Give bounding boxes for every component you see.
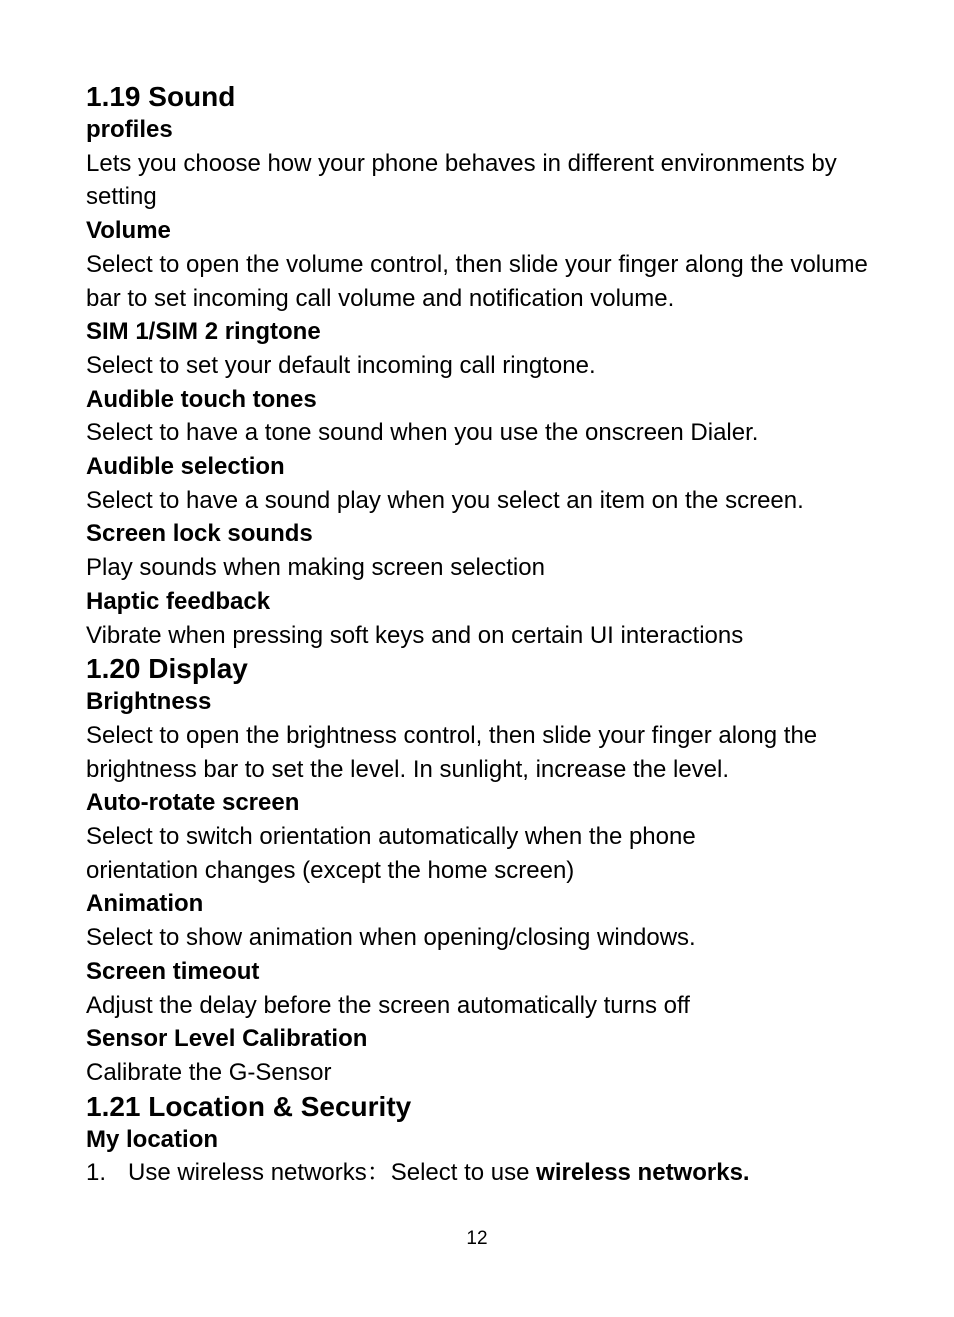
paragraph-audible-selection: Select to have a sound play when you select an item on the screen. [86, 486, 804, 514]
section-title-sound: 1.19 Sound [86, 81, 236, 112]
heading-screen-lock-sounds: Screen lock sounds [86, 520, 313, 548]
paragraph-animation: Select to show animation when opening/closing windows. [86, 924, 696, 952]
paragraph-brightness: Select to open the brightness control, then slide your finger along the brightness bar to set the level. In sunlight, increase the level. [86, 721, 818, 783]
heading-brightness: Brightness [86, 688, 212, 716]
heading-haptic-feedback: Haptic feedback [86, 587, 271, 615]
paragraph-auto-rotate: Select to switch orientation automatically when the phone orientation changes (except the home screen) [86, 823, 696, 884]
list-item-text: Use wireless networks：Select to use [128, 1159, 537, 1187]
section-title-location-security: 1.21 Location & Security [86, 1090, 412, 1122]
paragraph-screen-lock-sounds: Play sounds when making screen selection [86, 554, 545, 582]
heading-sensor-calibration: Sensor Level Calibration [86, 1025, 368, 1053]
paragraph-sensor-calibration: Calibrate the G-Sensor [86, 1058, 332, 1086]
list-item [86, 1156, 886, 1190]
paragraph-ringtone: Select to set your default incoming call ringtone. [86, 351, 596, 379]
heading-my-location: My location [86, 1125, 219, 1153]
page-number: 12 [466, 1228, 488, 1249]
list-item-number: 1. [86, 1159, 107, 1187]
heading-auto-rotate: Auto-rotate screen [86, 789, 300, 817]
heading-volume: Volume [86, 217, 171, 245]
heading-animation: Animation [86, 890, 204, 918]
paragraph-volume: Select to open the volume control, then slide your finger along the volume bar to set incoming call volume and notification volume. [86, 250, 868, 312]
list-item-bold-text: wireless networks. [536, 1159, 750, 1187]
heading-touch-tones: Audible touch tones [86, 385, 317, 413]
paragraph-haptic-feedback: Vibrate when pressing soft keys and on certain UI interactions [86, 621, 744, 649]
heading-screen-timeout: Screen timeout [86, 957, 260, 985]
heading-profiles: profiles [86, 116, 173, 143]
paragraph-touch-tones: Select to have a tone sound when you use the onscreen Dialer. [86, 419, 759, 447]
section-title-display: 1.20 Display [86, 653, 248, 685]
paragraph-profiles: Lets you choose how your phone behaves in different environments by setting [86, 149, 837, 211]
heading-audible-selection: Audible selection [86, 453, 285, 481]
heading-ringtone: SIM 1/SIM 2 ringtone [86, 318, 321, 346]
document-page [86, 80, 886, 1190]
paragraph-screen-timeout: Adjust the delay before the screen automatically turns off [86, 991, 690, 1019]
